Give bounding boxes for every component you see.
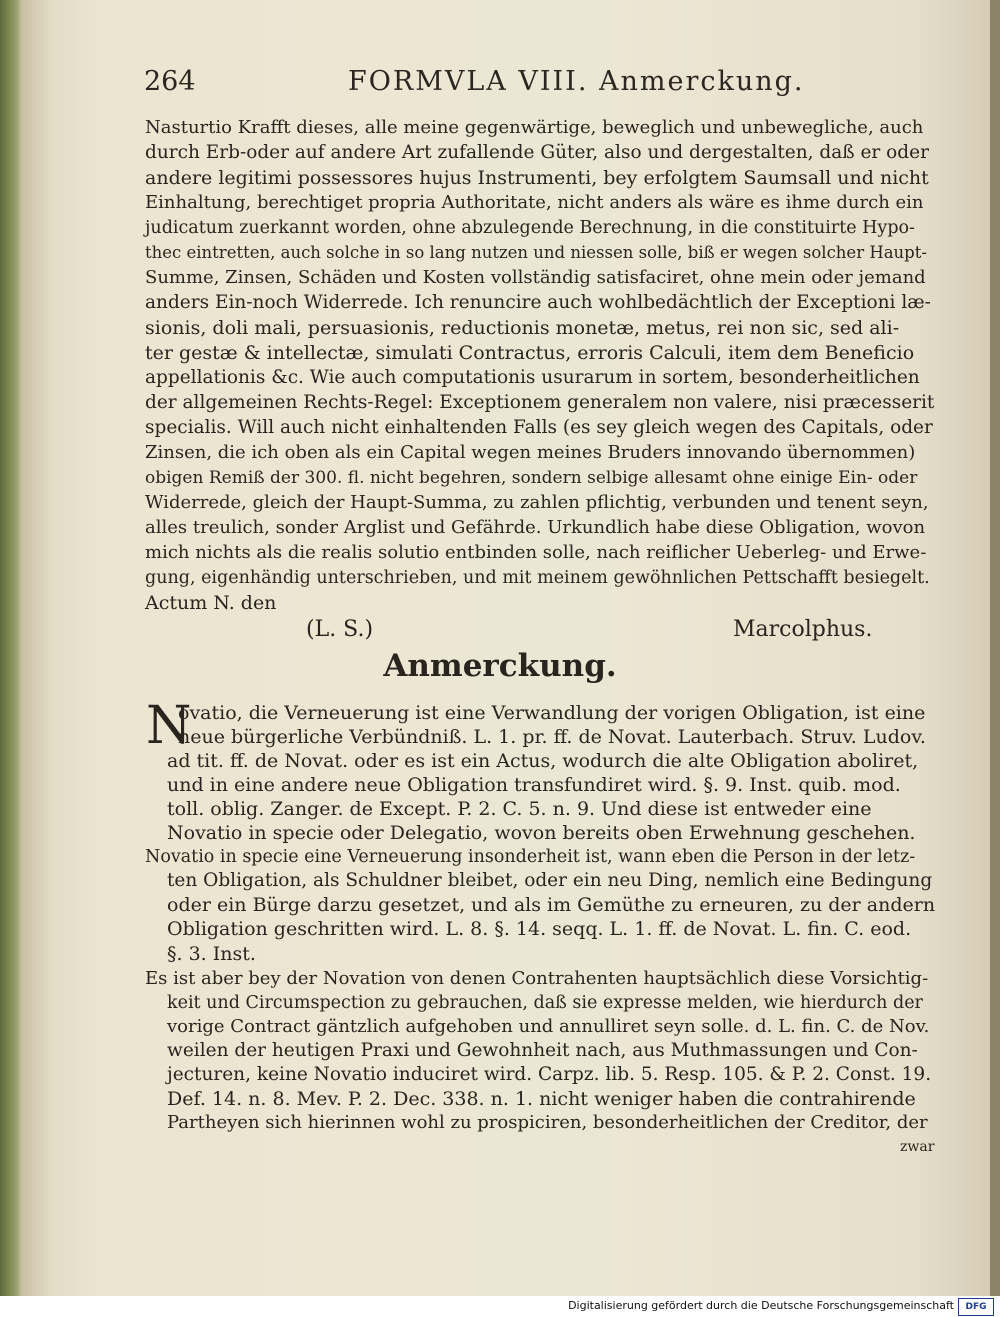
- text-line: Summe, Zinsen, Schäden und Kosten vollständig satisfaciret, ohne mein oder jemand: [145, 267, 926, 288]
- text-line: thec eintretten, auch solche in so lang nutzen und niessen solle, biß er wegen solcher Haupt-: [145, 243, 927, 262]
- text-line: durch Erb-oder auf andere Art zufallende Güter, also und dergestalten, daß er oder: [145, 142, 929, 163]
- section-heading: Anmerckung.: [383, 648, 617, 684]
- text-line: ter gestæ & intellectæ, simulati Contractus, erroris Calculi, item dem Beneficio: [145, 342, 915, 364]
- text-line: Einhaltung, berechtiget propria Authoritate, nicht anders als wäre es ihme durch ein: [145, 192, 924, 213]
- text-line: appellationis &c. Wie auch computationis usurarum in sortem, besonderheitlichen: [145, 367, 920, 388]
- running-title: FORMVLA VIII. Anmerckung.: [348, 66, 805, 97]
- seal-mark: (L. S.): [306, 617, 374, 642]
- note-line: oder ein Bürge darzu gesetzet, und als im Gemüthe zu erneuren, zu der andern: [167, 894, 936, 916]
- text-line: alles treulich, sonder Arglist und Gefährde. Urkundlich habe diese Obligation, wovon: [145, 517, 926, 538]
- text-line: Actum N. den: [145, 592, 277, 614]
- catchword: zwar: [900, 1139, 935, 1155]
- text-line: andere legitimi possessores hujus Instrumenti, bey erfolgtem Saumsall und nicht: [145, 167, 929, 189]
- note-line: jecturen, keine Novatio induciret wird. Carpz. lib. 5. Resp. 105. & P. 2. Const. 19.: [167, 1064, 932, 1085]
- note-line: keit und Circumspection zu gebrauchen, daß sie expresse melden, wie hierdurch der: [167, 993, 923, 1013]
- note-line: vorige Contract gäntzlich aufgehoben und annulliret seyn solle. d. L. fin. C. de Nov.: [167, 1016, 930, 1037]
- note-line: §. 3. Inst.: [167, 943, 256, 965]
- funding-credit: Digitalisierung gefördert durch die Deutsche Forschungsgemeinschaft: [568, 1299, 954, 1312]
- signatory-name: Marcolphus.: [733, 617, 873, 642]
- note-line: weilen der heutigen Praxi und Gewohnheit nach, aus Muthmassungen und Con-: [167, 1040, 918, 1061]
- note-line: Es ist aber bey der Novation von denen Contrahenten hauptsächlich diese Vorsichtig-: [145, 968, 929, 989]
- page-header: [120, 60, 920, 104]
- text-line: Nasturtio Krafft dieses, alle meine gegenwärtige, beweglich und unbewegliche, auch: [145, 117, 924, 138]
- note-line: Def. 14. n. 8. Mev. P. 2. Dec. 338. n. 1. nicht weniger haben die contrahirende: [167, 1088, 916, 1110]
- text-line: der allgemeinen Rechts-Regel: Exceptionem generalem non valere, nisi præcesserit: [145, 392, 935, 413]
- note-line: neue bürgerliche Verbündniß. L. 1. pr. ff. de Novat. Lauterbach. Struv. Ludov.: [178, 726, 926, 748]
- note-line: Obligation geschritten wird. L. 8. §. 14. seqq. L. 1. ff. de Novat. L. fin. C. eod.: [167, 918, 912, 940]
- note-line: Novatio in specie oder Delegatio, wovon bereits oben Erwehnung geschehen.: [167, 822, 916, 844]
- text-line: Widerrede, gleich der Haupt-Summa, zu zahlen pflichtig, verbunden und tenent seyn,: [145, 492, 929, 513]
- text-line: judicatum zuerkannt worden, ohne abzulegende Berechnung, in die constituirte Hypo-: [145, 218, 915, 238]
- note-line: Partheyen sich hierinnen wohl zu prospiciren, besonderheitlichen der Creditor, der: [167, 1112, 928, 1133]
- note-line: toll. oblig. Zanger. de Except. P. 2. C. 5. n. 9. Und diese ist entweder eine: [167, 798, 872, 820]
- note-line: Novatio in specie eine Verneuerung insonderheit ist, wann eben die Person in der letz-: [145, 847, 916, 867]
- note-line: ovatio, die Verneuerung ist eine Verwandlung der vorigen Obligation, ist eine: [178, 702, 926, 724]
- drop-cap: N: [146, 696, 192, 756]
- page-number: 264: [144, 66, 196, 97]
- note-line: ad tit. ff. de Novat. oder es ist ein Actus, wodurch die alte Obligation aboliret,: [167, 750, 919, 772]
- text-line: gung, eigenhändig unterschrieben, und mit meinem gewöhnlichen Pettschafft besiegelt.: [145, 568, 930, 588]
- text-line: Zinsen, die ich oben als ein Capital wegen meines Bruders innovando übernommen): [145, 442, 916, 463]
- text-line: specialis. Will auch nicht einhaltenden Falls (es sey gleich wegen des Capitals, oder: [145, 417, 933, 438]
- text-line: anders Ein-noch Widerrede. Ich renuncire auch wohlbedächtlich der Exceptioni læ-: [145, 292, 931, 313]
- dfg-logo-icon: DFG: [958, 1298, 994, 1316]
- text-line: obigen Remiß der 300. fl. nicht begehren, sondern selbige allesamt ohne einige Ein- oder: [145, 468, 918, 488]
- text-line: sionis, doli mali, persuasionis, reductionis monetæ, metus, rei non sic, sed ali-: [145, 317, 900, 339]
- text-line: mich nichts als die realis solutio entbinden solle, nach reiflicher Ueberleg- und Erwe-: [145, 542, 927, 563]
- note-line: und in eine andere neue Obligation transfundiret wird. §. 9. Inst. quib. mod.: [167, 774, 901, 796]
- footer-bar: [0, 1296, 1000, 1317]
- note-line: ten Obligation, als Schuldner bleibet, oder ein neu Ding, nemlich eine Bedingung: [167, 870, 933, 891]
